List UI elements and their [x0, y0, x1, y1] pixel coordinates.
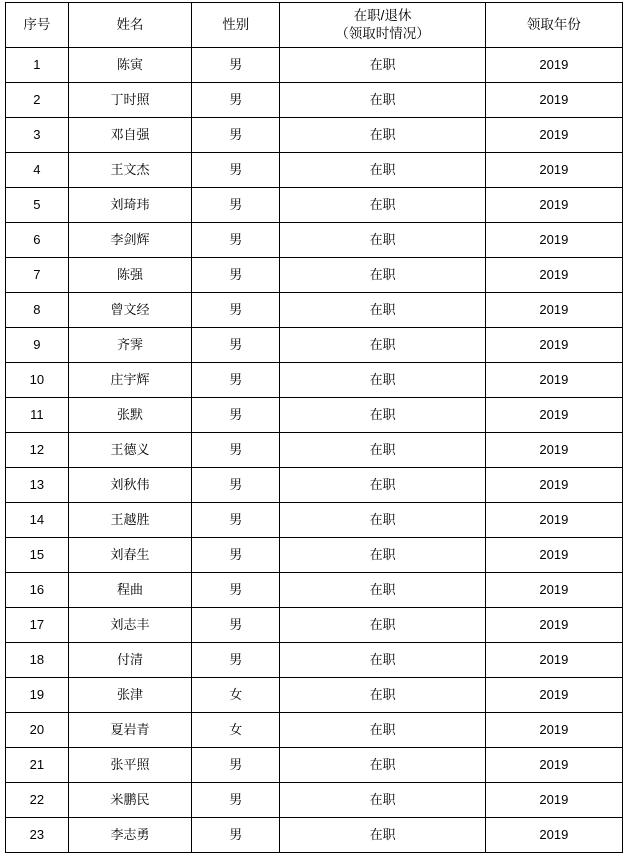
cell-gender-text: 男 [229, 161, 243, 177]
cell-year-text: 2019 [539, 301, 569, 317]
cell-year-text: 2019 [539, 196, 569, 212]
cell-index [6, 153, 69, 188]
cell-gender-text: 男 [229, 371, 243, 387]
cell-index-text: 1 [33, 56, 41, 72]
column-header-status-lines [280, 7, 484, 43]
cell-year-text: 2019 [539, 336, 569, 352]
cell-year [485, 608, 622, 643]
cell-year [485, 83, 622, 118]
cell-status [280, 783, 485, 818]
cell-index-text: 19 [29, 686, 45, 702]
cell-year [485, 468, 622, 503]
cell-gender-text: 男 [229, 441, 243, 457]
cell-name-text: 庄宇辉 [110, 371, 150, 387]
table-row [6, 293, 623, 328]
cell-gender [192, 678, 280, 713]
cell-status-text: 在职 [369, 126, 396, 142]
cell-name [68, 433, 191, 468]
cell-name-text: 张默 [116, 406, 143, 422]
cell-status-text: 在职 [369, 476, 396, 492]
cell-gender-text: 男 [229, 826, 243, 842]
cell-index [6, 538, 69, 573]
cell-year [485, 503, 622, 538]
cell-gender [192, 608, 280, 643]
cell-gender [192, 468, 280, 503]
cell-name-text: 刘秋伟 [110, 476, 150, 492]
cell-year-text: 2019 [539, 756, 569, 772]
cell-status [280, 83, 485, 118]
cell-name [68, 188, 191, 223]
column-header-status-label-line1: 在职/退休 [353, 7, 412, 23]
cell-gender-text: 男 [229, 336, 243, 352]
cell-index-text: 21 [29, 756, 45, 772]
cell-status-text: 在职 [369, 301, 396, 317]
table-row [6, 398, 623, 433]
cell-status [280, 748, 485, 783]
cell-index [6, 433, 69, 468]
cell-gender-text: 男 [229, 581, 243, 597]
table-row [6, 748, 623, 783]
cell-index [6, 678, 69, 713]
cell-status [280, 818, 485, 853]
cell-year [485, 188, 622, 223]
table-row [6, 118, 623, 153]
cell-name-text: 齐霁 [116, 336, 143, 352]
cell-name-text: 李剑辉 [110, 231, 150, 247]
cell-gender-text: 男 [229, 546, 243, 562]
cell-gender-text: 女 [229, 686, 243, 702]
cell-name-text: 邓自强 [110, 126, 150, 142]
cell-year-text: 2019 [539, 441, 569, 457]
cell-index-text: 20 [29, 721, 45, 737]
cell-status-text: 在职 [369, 266, 396, 282]
cell-gender [192, 223, 280, 258]
cell-year [485, 293, 622, 328]
cell-name [68, 223, 191, 258]
cell-name-text: 陈寅 [116, 56, 143, 72]
cell-gender [192, 643, 280, 678]
cell-name [68, 293, 191, 328]
cell-name [68, 153, 191, 188]
cell-index-text: 8 [33, 301, 41, 317]
table-row [6, 48, 623, 83]
cell-year [485, 433, 622, 468]
cell-index-text: 17 [29, 616, 45, 632]
cell-year-text: 2019 [539, 651, 569, 667]
cell-year-text: 2019 [539, 546, 569, 562]
cell-gender-text: 男 [229, 791, 243, 807]
table-row [6, 188, 623, 223]
cell-index-text: 23 [29, 826, 45, 842]
cell-status [280, 503, 485, 538]
cell-name [68, 608, 191, 643]
cell-status-text: 在职 [369, 161, 396, 177]
cell-status-text: 在职 [369, 546, 396, 562]
table-row [6, 538, 623, 573]
cell-status-text: 在职 [369, 441, 396, 457]
cell-name [68, 538, 191, 573]
cell-status [280, 328, 485, 363]
table-row [6, 608, 623, 643]
cell-index-text: 18 [29, 651, 45, 667]
cell-gender-text: 男 [229, 406, 243, 422]
cell-year [485, 643, 622, 678]
cell-year [485, 538, 622, 573]
cell-index [6, 573, 69, 608]
cell-name-text: 丁时照 [110, 91, 150, 107]
cell-index [6, 223, 69, 258]
cell-year [485, 118, 622, 153]
cell-name [68, 503, 191, 538]
cell-name-text: 刘春生 [110, 546, 150, 562]
cell-year [485, 783, 622, 818]
column-header-year [485, 3, 622, 48]
cell-status-text: 在职 [369, 826, 396, 842]
cell-gender [192, 433, 280, 468]
cell-gender-text: 男 [229, 756, 243, 772]
cell-name [68, 818, 191, 853]
cell-gender [192, 503, 280, 538]
cell-gender [192, 783, 280, 818]
cell-year-text: 2019 [539, 791, 569, 807]
table-row [6, 468, 623, 503]
cell-index-text: 11 [30, 406, 44, 422]
cell-index-text: 15 [29, 546, 45, 562]
cell-gender [192, 818, 280, 853]
cell-year [485, 328, 622, 363]
cell-status-text: 在职 [369, 756, 396, 772]
cell-status [280, 363, 485, 398]
cell-status-text: 在职 [369, 721, 396, 737]
cell-year-text: 2019 [539, 91, 569, 107]
cell-index [6, 713, 69, 748]
table-row [6, 433, 623, 468]
cell-index [6, 468, 69, 503]
cell-status-text: 在职 [369, 91, 396, 107]
cell-index-text: 3 [33, 126, 41, 142]
cell-status [280, 153, 485, 188]
column-header-gender-label: 性别 [222, 16, 250, 32]
cell-status-text: 在职 [369, 616, 396, 632]
cell-status [280, 48, 485, 83]
cell-gender-text: 男 [229, 91, 243, 107]
cell-year-text: 2019 [539, 826, 569, 842]
cell-index [6, 748, 69, 783]
cell-name [68, 398, 191, 433]
cell-index [6, 503, 69, 538]
cell-gender [192, 48, 280, 83]
cell-gender [192, 83, 280, 118]
cell-name [68, 678, 191, 713]
cell-year [485, 573, 622, 608]
cell-index [6, 188, 69, 223]
cell-status [280, 678, 485, 713]
cell-status-text: 在职 [369, 791, 396, 807]
table-row [6, 573, 623, 608]
cell-index-text: 10 [29, 371, 45, 387]
cell-gender-text: 女 [229, 721, 243, 737]
cell-status [280, 608, 485, 643]
cell-gender-text: 男 [229, 126, 243, 142]
cell-index-text: 14 [29, 511, 45, 527]
cell-index [6, 818, 69, 853]
cell-gender [192, 363, 280, 398]
table-row [6, 223, 623, 258]
table-row [6, 643, 623, 678]
cell-status [280, 573, 485, 608]
table-header [6, 3, 623, 48]
cell-name-text: 程曲 [116, 581, 143, 597]
cell-year-text: 2019 [539, 266, 569, 282]
cell-name-text: 王文杰 [110, 161, 150, 177]
cell-index [6, 328, 69, 363]
cell-gender-text: 男 [229, 301, 243, 317]
table-row [6, 363, 623, 398]
cell-name-text: 张平照 [110, 756, 150, 772]
column-header-index-label: 序号 [23, 16, 51, 32]
cell-index-text: 2 [33, 91, 41, 107]
cell-name-text: 付清 [116, 651, 143, 667]
cell-index [6, 608, 69, 643]
cell-status [280, 398, 485, 433]
cell-index [6, 398, 69, 433]
cell-status [280, 538, 485, 573]
cell-gender [192, 573, 280, 608]
cell-gender-text: 男 [229, 476, 243, 492]
cell-year [485, 223, 622, 258]
header-row [6, 3, 623, 48]
cell-year [485, 818, 622, 853]
column-header-name [68, 3, 191, 48]
cell-status-text: 在职 [369, 336, 396, 352]
cell-year [485, 48, 622, 83]
cell-name-text: 夏岩青 [110, 721, 150, 737]
cell-name [68, 48, 191, 83]
cell-index-text: 13 [29, 476, 45, 492]
cell-gender-text: 男 [229, 651, 243, 667]
cell-index-text: 12 [29, 441, 45, 457]
table-row [6, 328, 623, 363]
cell-name-text: 王德义 [110, 441, 150, 457]
cell-name-text: 王越胜 [110, 511, 150, 527]
cell-year-text: 2019 [539, 406, 569, 422]
cell-year [485, 398, 622, 433]
cell-year-text: 2019 [539, 511, 569, 527]
cell-gender [192, 258, 280, 293]
cell-status-text: 在职 [369, 371, 396, 387]
cell-name [68, 748, 191, 783]
cell-status [280, 468, 485, 503]
cell-name [68, 363, 191, 398]
cell-index-text: 5 [33, 196, 41, 212]
cell-year [485, 713, 622, 748]
cell-gender-text: 男 [229, 266, 243, 282]
table-row [6, 258, 623, 293]
cell-gender-text: 男 [229, 511, 243, 527]
cell-index [6, 293, 69, 328]
table-row [6, 783, 623, 818]
cell-gender-text: 男 [229, 616, 243, 632]
table-row [6, 83, 623, 118]
cell-gender [192, 748, 280, 783]
cell-status-text: 在职 [369, 231, 396, 247]
cell-index [6, 363, 69, 398]
cell-year-text: 2019 [539, 126, 569, 142]
cell-status [280, 293, 485, 328]
cell-status [280, 258, 485, 293]
cell-status [280, 118, 485, 153]
cell-status-text: 在职 [369, 581, 396, 597]
cell-status-text: 在职 [369, 406, 396, 422]
cell-year [485, 748, 622, 783]
cell-name [68, 83, 191, 118]
column-header-status-label-line2: （领取时情况） [335, 26, 430, 41]
cell-year-text: 2019 [539, 476, 569, 492]
cell-year [485, 258, 622, 293]
cell-index-text: 6 [33, 231, 41, 247]
cell-year [485, 678, 622, 713]
cell-year-text: 2019 [539, 231, 569, 247]
cell-status [280, 223, 485, 258]
cell-status-text: 在职 [369, 511, 396, 527]
cell-gender [192, 153, 280, 188]
column-header-gender [192, 3, 280, 48]
cell-status-text: 在职 [369, 56, 396, 72]
cell-year-text: 2019 [539, 721, 569, 737]
cell-gender [192, 398, 280, 433]
cell-gender [192, 713, 280, 748]
cell-index-text: 7 [33, 266, 41, 282]
cell-name-text: 刘志丰 [110, 616, 150, 632]
column-header-year-label: 领取年份 [526, 16, 581, 32]
cell-year-text: 2019 [539, 616, 569, 632]
cell-name-text: 刘琦玮 [110, 196, 150, 212]
table-row [6, 713, 623, 748]
cell-status-text: 在职 [369, 686, 396, 702]
cell-name [68, 468, 191, 503]
table-body [6, 48, 623, 853]
cell-status-text: 在职 [369, 651, 396, 667]
table-row [6, 153, 623, 188]
cell-name [68, 643, 191, 678]
table-row [6, 678, 623, 713]
column-header-status [280, 3, 485, 48]
cell-name-text: 李志勇 [110, 826, 150, 842]
cell-index-text: 4 [33, 161, 41, 177]
cell-name [68, 573, 191, 608]
cell-name [68, 783, 191, 818]
cell-index [6, 48, 69, 83]
cell-year-text: 2019 [539, 371, 569, 387]
cell-status [280, 433, 485, 468]
cell-status [280, 188, 485, 223]
cell-gender-text: 男 [229, 56, 243, 72]
cell-index-text: 22 [29, 791, 45, 807]
cell-index [6, 783, 69, 818]
cell-name [68, 258, 191, 293]
cell-name [68, 118, 191, 153]
cell-gender-text: 男 [229, 231, 243, 247]
cell-year-text: 2019 [539, 581, 569, 597]
cell-year-text: 2019 [539, 56, 569, 72]
cell-index [6, 118, 69, 153]
cell-gender [192, 118, 280, 153]
cell-index [6, 258, 69, 293]
cell-index-text: 9 [33, 336, 41, 352]
table-row [6, 818, 623, 853]
cell-name [68, 328, 191, 363]
cell-status-text: 在职 [369, 196, 396, 212]
cell-gender [192, 293, 280, 328]
roster-table [5, 2, 623, 853]
cell-name-text: 米鹏民 [110, 791, 150, 807]
cell-gender [192, 328, 280, 363]
cell-name-text: 张津 [116, 686, 143, 702]
cell-index-text: 16 [29, 581, 45, 597]
cell-gender [192, 188, 280, 223]
cell-year [485, 363, 622, 398]
cell-status [280, 713, 485, 748]
cell-name-text: 陈强 [116, 266, 143, 282]
cell-year [485, 153, 622, 188]
column-header-index [6, 3, 69, 48]
cell-index [6, 643, 69, 678]
cell-index [6, 83, 69, 118]
cell-gender-text: 男 [229, 196, 243, 212]
cell-name-text: 曾文经 [110, 301, 150, 317]
cell-gender [192, 538, 280, 573]
cell-year-text: 2019 [539, 161, 569, 177]
cell-status [280, 643, 485, 678]
cell-name [68, 713, 191, 748]
cell-year-text: 2019 [539, 686, 569, 702]
table-row [6, 503, 623, 538]
column-header-name-label: 姓名 [116, 16, 144, 32]
